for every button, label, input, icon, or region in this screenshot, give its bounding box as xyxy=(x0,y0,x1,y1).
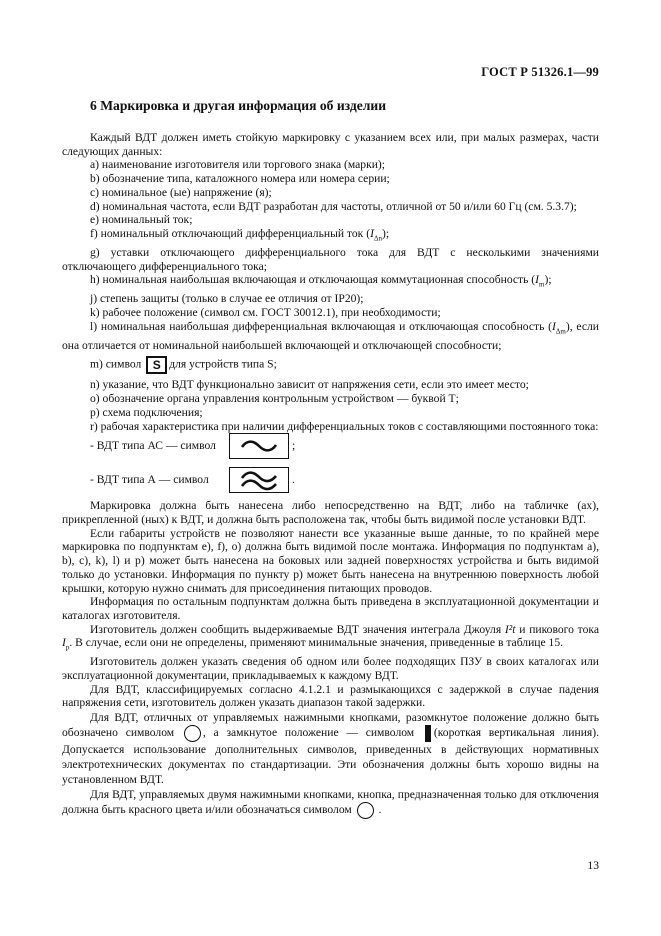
list-item-r: r) рабочая характеристика при наличии дифференциальных токов с составляющими постоянного тока: xyxy=(90,419,599,433)
standard-number: ГОСТ Р 51326.1—99 xyxy=(481,65,599,79)
a-type-tail: . xyxy=(292,473,295,487)
p4-i2t: I²t xyxy=(504,622,516,636)
list-item-l xyxy=(62,320,599,353)
a-symbol xyxy=(229,467,289,493)
paragraph-joule-integral xyxy=(62,623,599,656)
a-type-row xyxy=(62,467,599,493)
item-f-subscript: Δn xyxy=(373,234,382,243)
ac-type-label: - ВДТ типа АС — символ xyxy=(90,439,216,453)
paragraph-documentation: Информация по остальным подпунктам должна быть приведена в эксплуатационной документации и каталогах изготовителя. xyxy=(62,595,599,622)
document-body xyxy=(62,131,599,819)
item-m-text: m) символ xyxy=(90,358,142,372)
item-m-tail: для устройств типа S; xyxy=(169,358,277,372)
item-h-tail: ); xyxy=(544,273,552,287)
item-l-subscript: Δm xyxy=(555,327,566,336)
list-item-e: е) номинальный ток; xyxy=(90,213,193,227)
item-h-subscript: m xyxy=(539,280,545,289)
paragraph-position-symbols xyxy=(62,710,599,787)
p7-mid: , а замкнутое положение — символом xyxy=(202,726,415,740)
intro-paragraph: Каждый ВДТ должен иметь стойкую маркировку с указанием всех или, при малых размерах, части следующих данных: xyxy=(62,131,599,158)
p8-text: Для ВДТ, управляемых двумя нажимными кнопками, кнопка, предназначенная только для отключения должна быть красного цвета и/или обозначаться символом xyxy=(62,788,599,817)
item-f-tail: ); xyxy=(381,226,390,240)
section-title: 6 Маркировка и другая информация об изделии xyxy=(90,98,387,113)
list-item-h xyxy=(62,273,599,292)
p4-ip-subscript: p xyxy=(65,643,70,652)
p4-text: Изготовитель должен сообщить выдерживаемые ВДТ значения интеграла Джоуля xyxy=(90,622,505,636)
s-type-symbol: S xyxy=(146,356,167,374)
p8-tail: . xyxy=(378,803,382,817)
pulsating-dc-icon xyxy=(230,468,288,492)
list-item-g: g) уставки отключающего дифференциального тока для ВДТ с несколькими значениями отключающего дифференциального тока; xyxy=(62,245,599,273)
item-l-tail: ), если она отличается от номинальной наибольшей включающей и отключающей способности; xyxy=(62,319,599,352)
item-h-symbol: I xyxy=(535,273,540,287)
list-item-f xyxy=(62,227,599,246)
list-item-b: b) обозначение типа, каталожного номера или номера серии; xyxy=(90,172,390,186)
paragraph-small-devices: Если габариты устройств не позволяют нанести все указанные выше данные, то по крайней мере маркировка по подпунктам е), f), о) должна быть видимой после монтажа. Информация по подпунктам а), b), с), k), l) и р) может быть нанесена на боковых или задней поверхностях устройства и быть видимой только до установки. Информация по пункту р) может быть нанесена на внутреннюю поверхность любой крышки, которую нужно снимать для присоединения питающих проводов. xyxy=(62,526,599,595)
ac-wave-icon xyxy=(230,434,288,458)
item-l-text: l) номинальная наибольшая дифференциальная включающая и отключающая способность ( xyxy=(90,319,553,333)
item-f-symbol: I xyxy=(370,226,374,240)
ac-type-row xyxy=(62,433,599,459)
item-h-text: h) номинальная наибольшая включающая и отключающая коммутационная способность ( xyxy=(90,273,536,287)
paragraph-spd: Изготовитель должен указать сведения об одном или более подходящих ПЗУ в своих каталогах или эксплуатационной документации, прикладываемых к каждому ВДТ. xyxy=(62,655,599,683)
paragraph-delay: Для ВДТ, классифицируемых согласно 4.1.2.1 и размыкающихся с задержкой в случае падения напряжения сети, изготовитель должен указать диапазон такой задержки. xyxy=(62,682,599,710)
list-item-p: р) схема подключения; xyxy=(90,405,203,419)
list-item-d: d) номинальная частота, если ВДТ разработан для частоты, отличной от 50 и/или 60 Гц (см. 5.3.7); xyxy=(90,199,577,213)
p4-tail: . В случае, если они не определены, применяют минимальные значения, приведенные в таблице 15. xyxy=(69,636,564,650)
list-item-o: о) обозначение органа управления контрольным устройством — буквой Т; xyxy=(90,392,459,406)
page-number: 13 xyxy=(587,859,599,872)
list-item-j: j) степень защиты (только в случае ее отличия от IP20); xyxy=(90,292,364,306)
p4-ip: I xyxy=(62,636,66,650)
list-item-n: n) указание, что ВДТ функционально зависит от напряжения сети, если это имеет место; xyxy=(90,378,529,392)
ac-symbol xyxy=(229,433,289,459)
item-l-symbol: I xyxy=(552,319,556,333)
ac-type-tail: ; xyxy=(292,439,296,453)
p7-tail: (короткая вертикальная линия). Допускается использование дополнительных символов, приведенных в действующих нормативных электротехнических документах по стандартизации. Эти обозначения должны быть хорошо видны на установленном ВДТ. xyxy=(62,726,599,787)
paragraph-marking-location: Маркировка должна быть нанесена либо непосредственно на ВДТ, либо на табличке (ах), прикрепленной (ных) к ВДТ, и должна быть расположена так, чтобы быть видимой после установки ВДТ. xyxy=(62,499,599,526)
list-item-k: k) рабочее положение (символ см. ГОСТ 30012.1), при необходимости; xyxy=(90,306,441,320)
list-item-m xyxy=(62,356,599,374)
item-f-text: f) номинальный отключающий дифференциальный ток ( xyxy=(90,226,371,240)
open-position-circle-icon xyxy=(184,725,201,742)
p7-text: Для ВДТ, отличных от управляемых нажимными кнопками, разомкнутое положение должно быть обозначено символом xyxy=(62,711,599,740)
list-item-c: с) номинальное (ые) напряжение (я); xyxy=(90,185,272,199)
a-type-label: - ВДТ типа А — символ xyxy=(90,473,209,487)
p4-mid: и пикового тока xyxy=(515,622,599,636)
list-item-a: а) наименование изготовителя или торгового знака (марки); xyxy=(90,158,386,172)
off-button-circle-icon xyxy=(357,802,374,819)
paragraph-push-buttons xyxy=(62,787,599,819)
closed-position-bar-icon xyxy=(425,725,431,742)
